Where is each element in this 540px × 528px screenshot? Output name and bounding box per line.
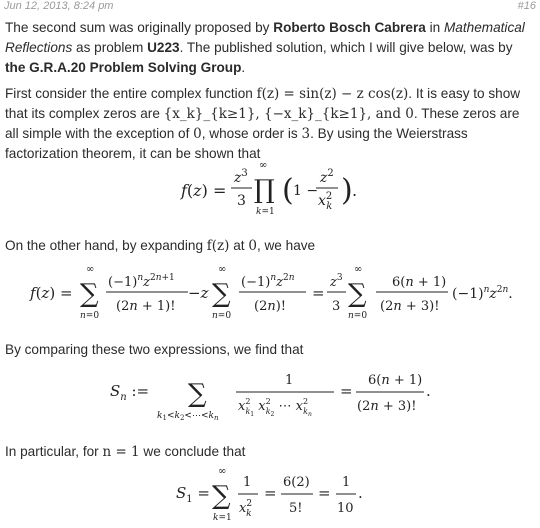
equation-series-svg — [0, 264, 540, 324]
problem-id: U223 — [147, 40, 180, 55]
svg-text:k1<k2<⋯<kn: $k_1<k_2<\cdots<k_n$ — [157, 411, 219, 422]
author-name: Roberto Bosch Cabrera — [273, 20, 426, 35]
svg-text:n=0: n=0 — [80, 311, 100, 321]
text: On the other hand, by expanding — [5, 238, 207, 253]
svg-text:∞: ∞ — [354, 264, 363, 275]
svg-text:∞: ∞ — [218, 468, 227, 477]
svg-text:∞: ∞ — [259, 160, 268, 171]
svg-text:6(n + 1): 6(n + 1) — [368, 373, 423, 388]
solver-group: the G.R.A.20 Problem Solving Group — [5, 60, 242, 75]
svg-text:f(z) =: f(z) = — [30, 284, 73, 302]
text: In particular, for — [5, 444, 103, 459]
text: , whose order is — [201, 126, 302, 141]
svg-text:1 −: 1 − — [293, 183, 319, 199]
svg-text:=: = — [312, 284, 325, 302]
svg-text:−z: −z — [188, 284, 209, 302]
paragraph-compare: By comparing these two expressions, we find that — [5, 342, 304, 357]
paragraph-intro — [5, 18, 535, 78]
post-meta — [4, 0, 536, 14]
svg-text:x2k1 x2k2 ⋯ x2kn: $x^2$ k1 $x^2$ k2 ⋯ $x^2$ kn — [238, 397, 312, 418]
svg-text:n=0: n=0 — [212, 311, 232, 321]
svg-text:S1 =: $S_1$ = — [176, 484, 210, 505]
svg-text:5!: 5! — [289, 501, 303, 516]
equation-product-svg — [0, 160, 540, 220]
text: . The published solution, which I will give below, was by — [179, 40, 513, 55]
svg-text:x2k: $x^2$ k — [318, 191, 333, 212]
permalink[interactable]: #16 — [517, 0, 536, 12]
math-condition: n = 1 — [102, 444, 140, 460]
svg-text:∞: ∞ — [218, 264, 227, 275]
text: , we have — [256, 238, 316, 253]
equation-product — [0, 160, 540, 220]
svg-text:∑: ∑ — [348, 279, 367, 309]
text: in — [425, 20, 444, 35]
svg-text:∑: ∑ — [212, 279, 231, 309]
svg-text:10: 10 — [337, 501, 354, 516]
svg-text:k=1: k=1 — [256, 207, 275, 217]
svg-text:.: . — [426, 382, 431, 400]
math-zeros: {x_k}_{k≥1}, {−x_k}_{k≥1}, and 0 — [163, 106, 414, 122]
svg-text:3: 3 — [237, 193, 246, 209]
svg-text:=: = — [318, 484, 331, 502]
text: . It is easy to show that its complex zeros are — [5, 86, 521, 121]
svg-text:∑: ∑ — [188, 379, 207, 409]
svg-text:.: . — [352, 181, 358, 200]
svg-text:n=0: n=0 — [348, 311, 368, 321]
equation-sn-svg — [0, 366, 540, 426]
svg-text:(2n)!: (2n)! — [254, 299, 287, 314]
svg-text:(−1)nz2n+1: $(-1)^nz^{2n+1}$ — [108, 273, 175, 290]
svg-text:k=1: k=1 — [213, 513, 232, 523]
journal-name: Mathematical Reflections — [5, 20, 525, 55]
paragraph-particular — [5, 442, 535, 462]
svg-text:z3: $z^3$ — [330, 273, 343, 290]
svg-text:(2n + 3)!: (2n + 3)! — [380, 299, 440, 314]
svg-text:=: = — [340, 382, 353, 400]
svg-text:∑: ∑ — [80, 279, 99, 309]
text: as problem — [72, 40, 148, 55]
svg-text:z3: $z^3$ — [234, 168, 248, 186]
svg-text:1: 1 — [342, 475, 351, 490]
paragraph-expansion — [5, 236, 535, 256]
svg-text:6(n + 1): 6(n + 1) — [392, 275, 447, 290]
text: . — [241, 60, 246, 75]
equation-series — [0, 264, 540, 324]
equation-sn — [0, 366, 540, 426]
math-order: 3 — [301, 126, 311, 142]
text: at — [229, 238, 249, 253]
text: . These zeros are all simple with the exception of — [5, 106, 520, 141]
paragraph-function — [5, 84, 535, 164]
svg-text:∏: ∏ — [254, 175, 275, 205]
svg-text:(2n + 3)!: (2n + 3)! — [357, 399, 417, 414]
svg-text:Sn :=: $S_n$ := — [110, 382, 150, 403]
svg-text:): ) — [341, 173, 353, 208]
text: we conclude that — [139, 444, 246, 459]
svg-text:(2n + 1)!: (2n + 1)! — [116, 299, 176, 314]
svg-text:6(2): 6(2) — [283, 475, 310, 490]
svg-text:f(z) =: f(z) = — [181, 181, 227, 200]
post-date: Jun 12, 2013, 8:24 pm — [4, 0, 114, 12]
equation-s1 — [0, 468, 540, 523]
svg-text:1: 1 — [243, 475, 252, 490]
svg-text:∑: ∑ — [212, 481, 231, 511]
svg-text:(: ( — [282, 173, 294, 208]
math-zero: 0 — [248, 238, 257, 254]
svg-text:x2k: $x^2$ k — [239, 499, 253, 519]
svg-text:(−1)nz2n: $(-1)^nz^{2n}$ — [241, 273, 295, 290]
text: . By using the Weierstrass factorization theorem, it can be shown that — [5, 126, 468, 161]
text: The second sum was originally proposed by — [5, 20, 274, 35]
svg-text:=: = — [264, 484, 277, 502]
svg-text:1: 1 — [285, 373, 294, 388]
svg-text:∞: ∞ — [86, 264, 95, 275]
svg-text:(−1)nz2n.: $(-1)^nz^{2n}$. — [452, 285, 513, 302]
math-zero: 0 — [193, 126, 202, 142]
text: First consider the entire complex function — [5, 86, 257, 101]
math-fz: f(z) — [206, 238, 230, 254]
math-function: f(z) = sin(z) − z cos(z) — [256, 86, 409, 102]
equation-s1-svg — [0, 468, 540, 523]
svg-text:3: 3 — [332, 299, 341, 314]
svg-text:.: . — [358, 484, 363, 502]
svg-text:z2: $z^2$ — [320, 168, 334, 186]
